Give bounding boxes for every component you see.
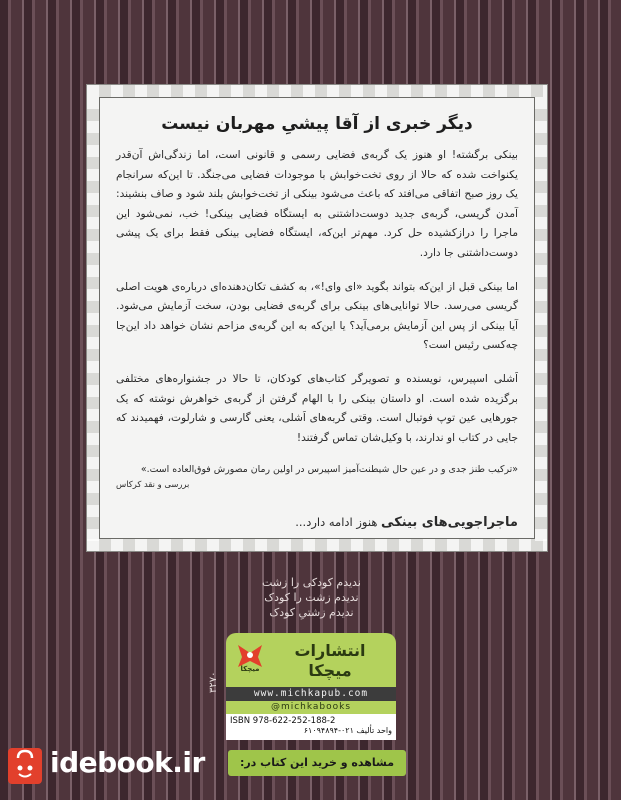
shopping-bag-icon: [8, 748, 42, 784]
publisher-logo: [234, 641, 266, 671]
watermark-brand: idebook.ir: [50, 746, 205, 779]
review-quote: «ترکیب طنز جدی و در عین حال شیطنت‌آمیز اسپیرس در اولین رمان مصورش فوق‌العاده است.»: [140, 464, 518, 476]
publisher-block: [226, 633, 396, 687]
publisher-url[interactable]: www.michkapub.com: [226, 687, 396, 701]
author-bio: اَشلی اسپیرس، نویسنده و تصویرگر کتاب‌های کودکان، تا حالا در جشنواره‌های مختلفی برگزیده شده است. او داستان بینکی را با الهام گرفتن از گربه‌ی خواهرش نوشته که یک جورهایی عین توپ فوتبال است. وقتی گربه‌های اَشلی، یعنی گارسی و شارلوت، فهمیدند که جایی در کتاب او ندارند، با وکیل‌شان تماس گرفتند!: [116, 372, 518, 444]
closing-series-name: ماجراجویی‌های بینکی: [381, 515, 518, 531]
publisher-social-handle: @michkabooks: [226, 701, 396, 714]
closing-rest: هنوز ادامه دارد...: [295, 515, 382, 530]
watermark-bar: [0, 746, 621, 788]
text-frame: [86, 84, 548, 552]
poem-line-2: ندیدم زشت را کودک: [264, 591, 359, 604]
publisher-logo-label: میچکا: [240, 665, 260, 673]
price-label: ۳۲۷۰: [208, 671, 219, 693]
synopsis-title: دیگر خبری از آقا پیشیِ مهربان نیست: [161, 114, 473, 134]
closing-line: [116, 515, 518, 530]
publisher-contact: [304, 726, 392, 735]
publisher-name-line2: میچکا: [308, 661, 352, 680]
watermark-banner[interactable]: مشاهده و خرید این کتاب در:: [228, 750, 406, 776]
synopsis-paragraph-2: اما بینکی قبل از این‌که بتواند بگوید «ای وای!»، به کشف تکان‌دهنده‌ای درباره‌ی هویت اصلی گریسی می‌رسد. حالا توانایی‌های بینکی برای گربه‌ی فضایی بودن، سخت آزمایش می‌شود. آیا بینکی از پس این آزمایش برمی‌آید؟ یا این‌که به این گربه‌ی مزاحم نشان خواهد داد این‌جا چه‌کسی رئیس است؟: [116, 280, 518, 352]
publisher-name-line1: انتشارات: [294, 641, 366, 660]
watermark-logo[interactable]: [8, 746, 218, 788]
review-source: بررسی و نقد کرکاس: [116, 479, 190, 490]
synopsis-panel: [99, 97, 535, 539]
publisher-name: [268, 641, 392, 681]
publisher-phone: ۰۲۱-۶۱۰۹۴۸۹۴: [303, 726, 354, 735]
synopsis-paragraph-1: بینکی برگشته! او هنوز یک گربه‌ی فضایی رسمی و قانونی است، اما زندگی‌اش آن‌قدر یکنواخت شده که حالا از روی تخت‌خوابش با موجودات فضایی می‌جنگد. تا این‌که سرانجام یک روز صبح اتفاقی می‌افتد که باعث می‌شود بینکی از تخت‌خوابش بلند شود و صاف بنشیند: آمدن گریسی، گربه‌ی جدید دوست‌داشتنی به ایستگاه فضایی بینکی! خب، نمی‌شود این ماجرا را دراز‌کشیده حل کرد. مهم‌تر این‌که، ایستگاه فضایی بینکی فقط برای یک پیشی دوست‌داشتنی جا دارد.: [116, 149, 518, 259]
isbn-box: [226, 714, 396, 740]
poem-line-3: ندیدم زشتیِ کودک: [269, 606, 354, 619]
publisher-unit: واحد تألیف: [356, 726, 392, 735]
poem: [262, 575, 361, 620]
poem-line-1: ندیدم کودکی را زشت: [262, 576, 361, 589]
isbn-text: ISBN 978-622-252-188-2: [230, 716, 336, 726]
